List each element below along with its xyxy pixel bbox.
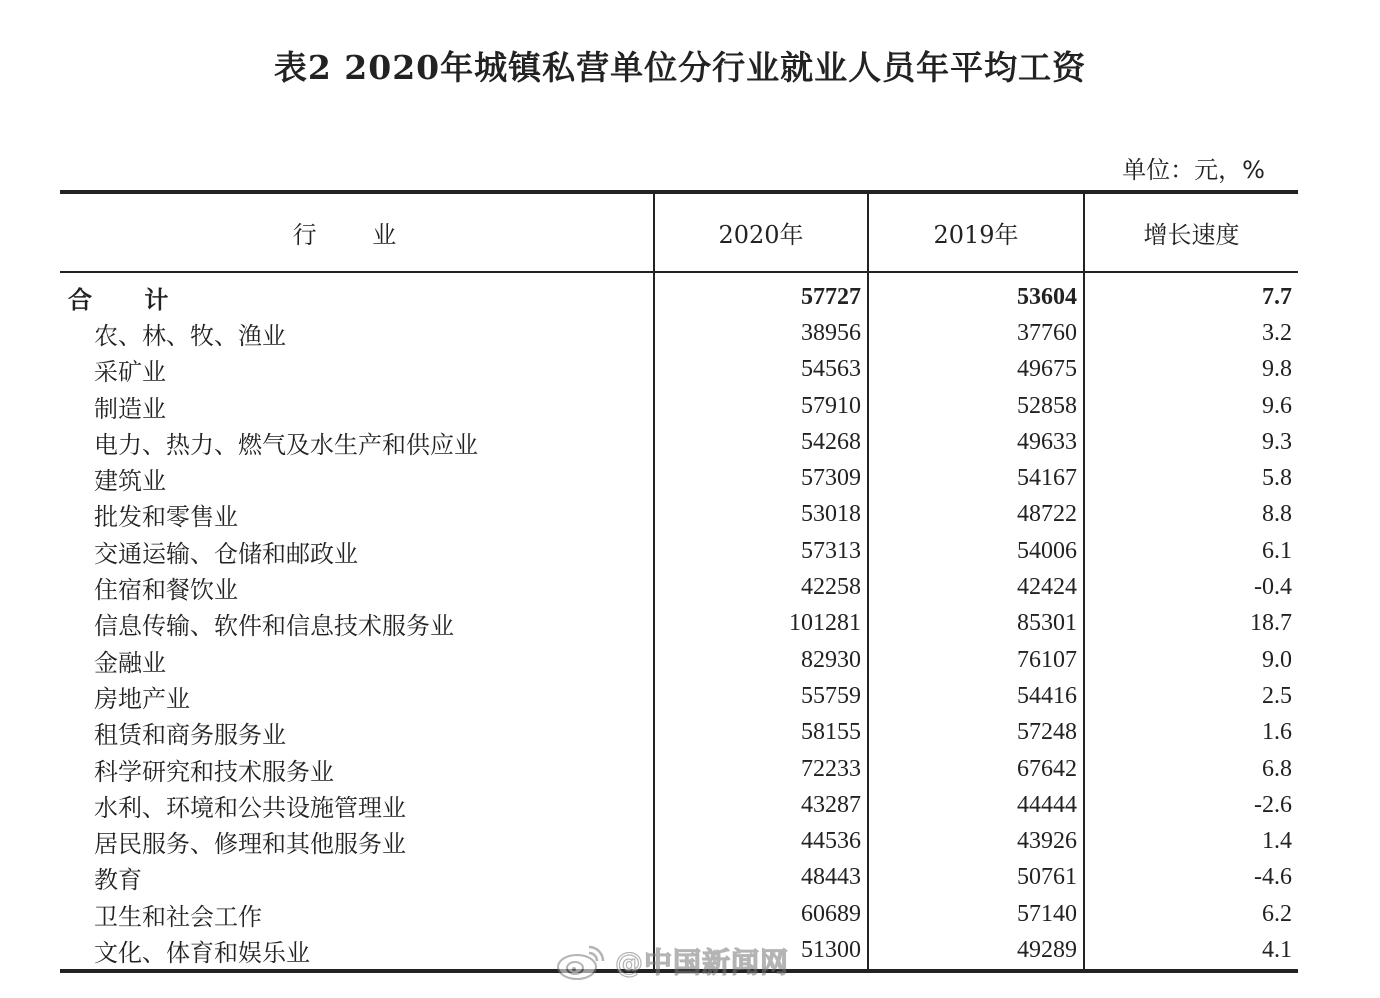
wage-2019: 52858 [868, 388, 1084, 424]
wage-2019: 44444 [868, 787, 1084, 823]
table-row [60, 642, 1298, 678]
industry-name: 批发和零售业 [94, 503, 238, 532]
header-2019: 2019年 [868, 192, 1084, 272]
growth-rate: -2.6 [1084, 787, 1298, 823]
table-row [60, 533, 1298, 569]
wage-table-container [60, 190, 1298, 973]
industry-name: 文化、体育和娱乐业 [60, 932, 654, 970]
wage-2020: 44536 [654, 823, 868, 859]
wage-2019: 49675 [868, 352, 1084, 388]
table-row [60, 896, 1298, 932]
growth-rate: 8.8 [1084, 497, 1298, 533]
wage-2019: 49289 [868, 932, 1084, 970]
growth-rate: 7.7 [1084, 272, 1298, 315]
table-row [60, 460, 1298, 496]
wage-2020: 55759 [654, 678, 868, 714]
wage-2019: 49633 [868, 424, 1084, 460]
wage-2020: 54563 [654, 352, 868, 388]
industry-name: 租赁和商务服务业 [94, 721, 286, 750]
wage-2019: 76107 [868, 642, 1084, 678]
header-2020: 2020年 [654, 192, 868, 272]
growth-rate: 3.2 [1084, 315, 1298, 351]
industry-name: 水利、环境和公共设施管理业 [94, 793, 406, 822]
wage-2020: 101281 [654, 606, 868, 642]
wage-2020: 51300 [654, 932, 868, 970]
growth-rate: 9.3 [1084, 424, 1298, 460]
wage-2019: 53604 [868, 272, 1084, 315]
growth-rate: 9.0 [1084, 642, 1298, 678]
growth-rate: 6.1 [1084, 533, 1298, 569]
unit-label: 单位：元，% [1122, 156, 1265, 184]
wage-2019: 43926 [868, 823, 1084, 859]
table-title: 表2 2020年城镇私营单位分行业就业人员年平均工资 [273, 48, 1087, 87]
industry-name: 科学研究和技术服务业 [94, 757, 334, 786]
wage-2020: 72233 [654, 751, 868, 787]
industry-name: 制造业 [94, 394, 166, 423]
table-row [60, 860, 1298, 896]
industry-name: 交通运输、仓储和邮政业 [94, 539, 358, 568]
table-header [60, 192, 1298, 272]
growth-rate: 9.6 [1084, 388, 1298, 424]
wage-2020: 42258 [654, 569, 868, 605]
weibo-logo-icon [555, 941, 607, 981]
wage-2019: 57248 [868, 715, 1084, 751]
wage-2020: 82930 [654, 642, 868, 678]
wage-2019: 37760 [868, 315, 1084, 351]
growth-rate: 9.8 [1084, 352, 1298, 388]
industry-name: 电力、热力、燃气及水生产和供应业 [94, 430, 478, 459]
header-growth: 增长速度 [1084, 192, 1298, 272]
industry-name: 信息传输、软件和信息技术服务业 [94, 612, 454, 641]
wage-2019: 85301 [868, 606, 1084, 642]
wage-2019: 50761 [868, 860, 1084, 896]
watermark [555, 938, 789, 984]
table-row [60, 424, 1298, 460]
wage-2020: 57313 [654, 533, 868, 569]
header-industry: 行 业 [60, 192, 654, 272]
industry-name: 建筑业 [94, 467, 166, 496]
wage-2019: 54006 [868, 533, 1084, 569]
industry-name: 合 计 [68, 284, 191, 314]
wage-2019: 54416 [868, 678, 1084, 714]
wage-2020: 57910 [654, 388, 868, 424]
growth-rate: 6.8 [1084, 751, 1298, 787]
table-row [60, 315, 1298, 351]
growth-rate: 4.1 [1084, 932, 1298, 970]
growth-rate: 5.8 [1084, 460, 1298, 496]
wage-2020: 57727 [654, 272, 868, 315]
table-row [60, 715, 1298, 751]
industry-name: 住宿和餐饮业 [94, 576, 238, 605]
growth-rate: 6.2 [1084, 896, 1298, 932]
table-row-total [60, 272, 1298, 315]
wage-2019: 54167 [868, 460, 1084, 496]
wage-table [60, 190, 1298, 973]
growth-rate: -4.6 [1084, 860, 1298, 896]
wage-2020: 54268 [654, 424, 868, 460]
table-row [60, 606, 1298, 642]
growth-rate: 1.6 [1084, 715, 1298, 751]
wage-2019: 48722 [868, 497, 1084, 533]
industry-name: 金融业 [94, 648, 166, 677]
table-row [60, 569, 1298, 605]
growth-rate: 1.4 [1084, 823, 1298, 859]
table-row [60, 497, 1298, 533]
wage-2019: 57140 [868, 896, 1084, 932]
wage-2019: 67642 [868, 751, 1084, 787]
wage-2020: 38956 [654, 315, 868, 351]
table-row [60, 352, 1298, 388]
wage-2020: 48443 [654, 860, 868, 896]
industry-name: 农、林、牧、渔业 [94, 321, 286, 350]
wage-2020: 43287 [654, 787, 868, 823]
industry-name: 教育 [94, 866, 142, 895]
table-body [60, 272, 1298, 971]
growth-rate: 18.7 [1084, 606, 1298, 642]
wage-2020: 60689 [654, 896, 868, 932]
watermark-text: @中国新闻网 [615, 946, 790, 979]
wage-2020: 53018 [654, 497, 868, 533]
industry-name: 居民服务、修理和其他服务业 [94, 830, 406, 859]
growth-rate: 2.5 [1084, 678, 1298, 714]
table-row [60, 388, 1298, 424]
table-row [60, 678, 1298, 714]
wage-2020: 57309 [654, 460, 868, 496]
wage-2020: 58155 [654, 715, 868, 751]
industry-name: 卫生和社会工作 [94, 902, 262, 931]
industry-name: 房地产业 [94, 684, 190, 713]
table-row [60, 823, 1298, 859]
wage-2019: 42424 [868, 569, 1084, 605]
industry-name: 采矿业 [94, 358, 166, 387]
table-row [60, 751, 1298, 787]
growth-rate: -0.4 [1084, 569, 1298, 605]
table-row [60, 787, 1298, 823]
